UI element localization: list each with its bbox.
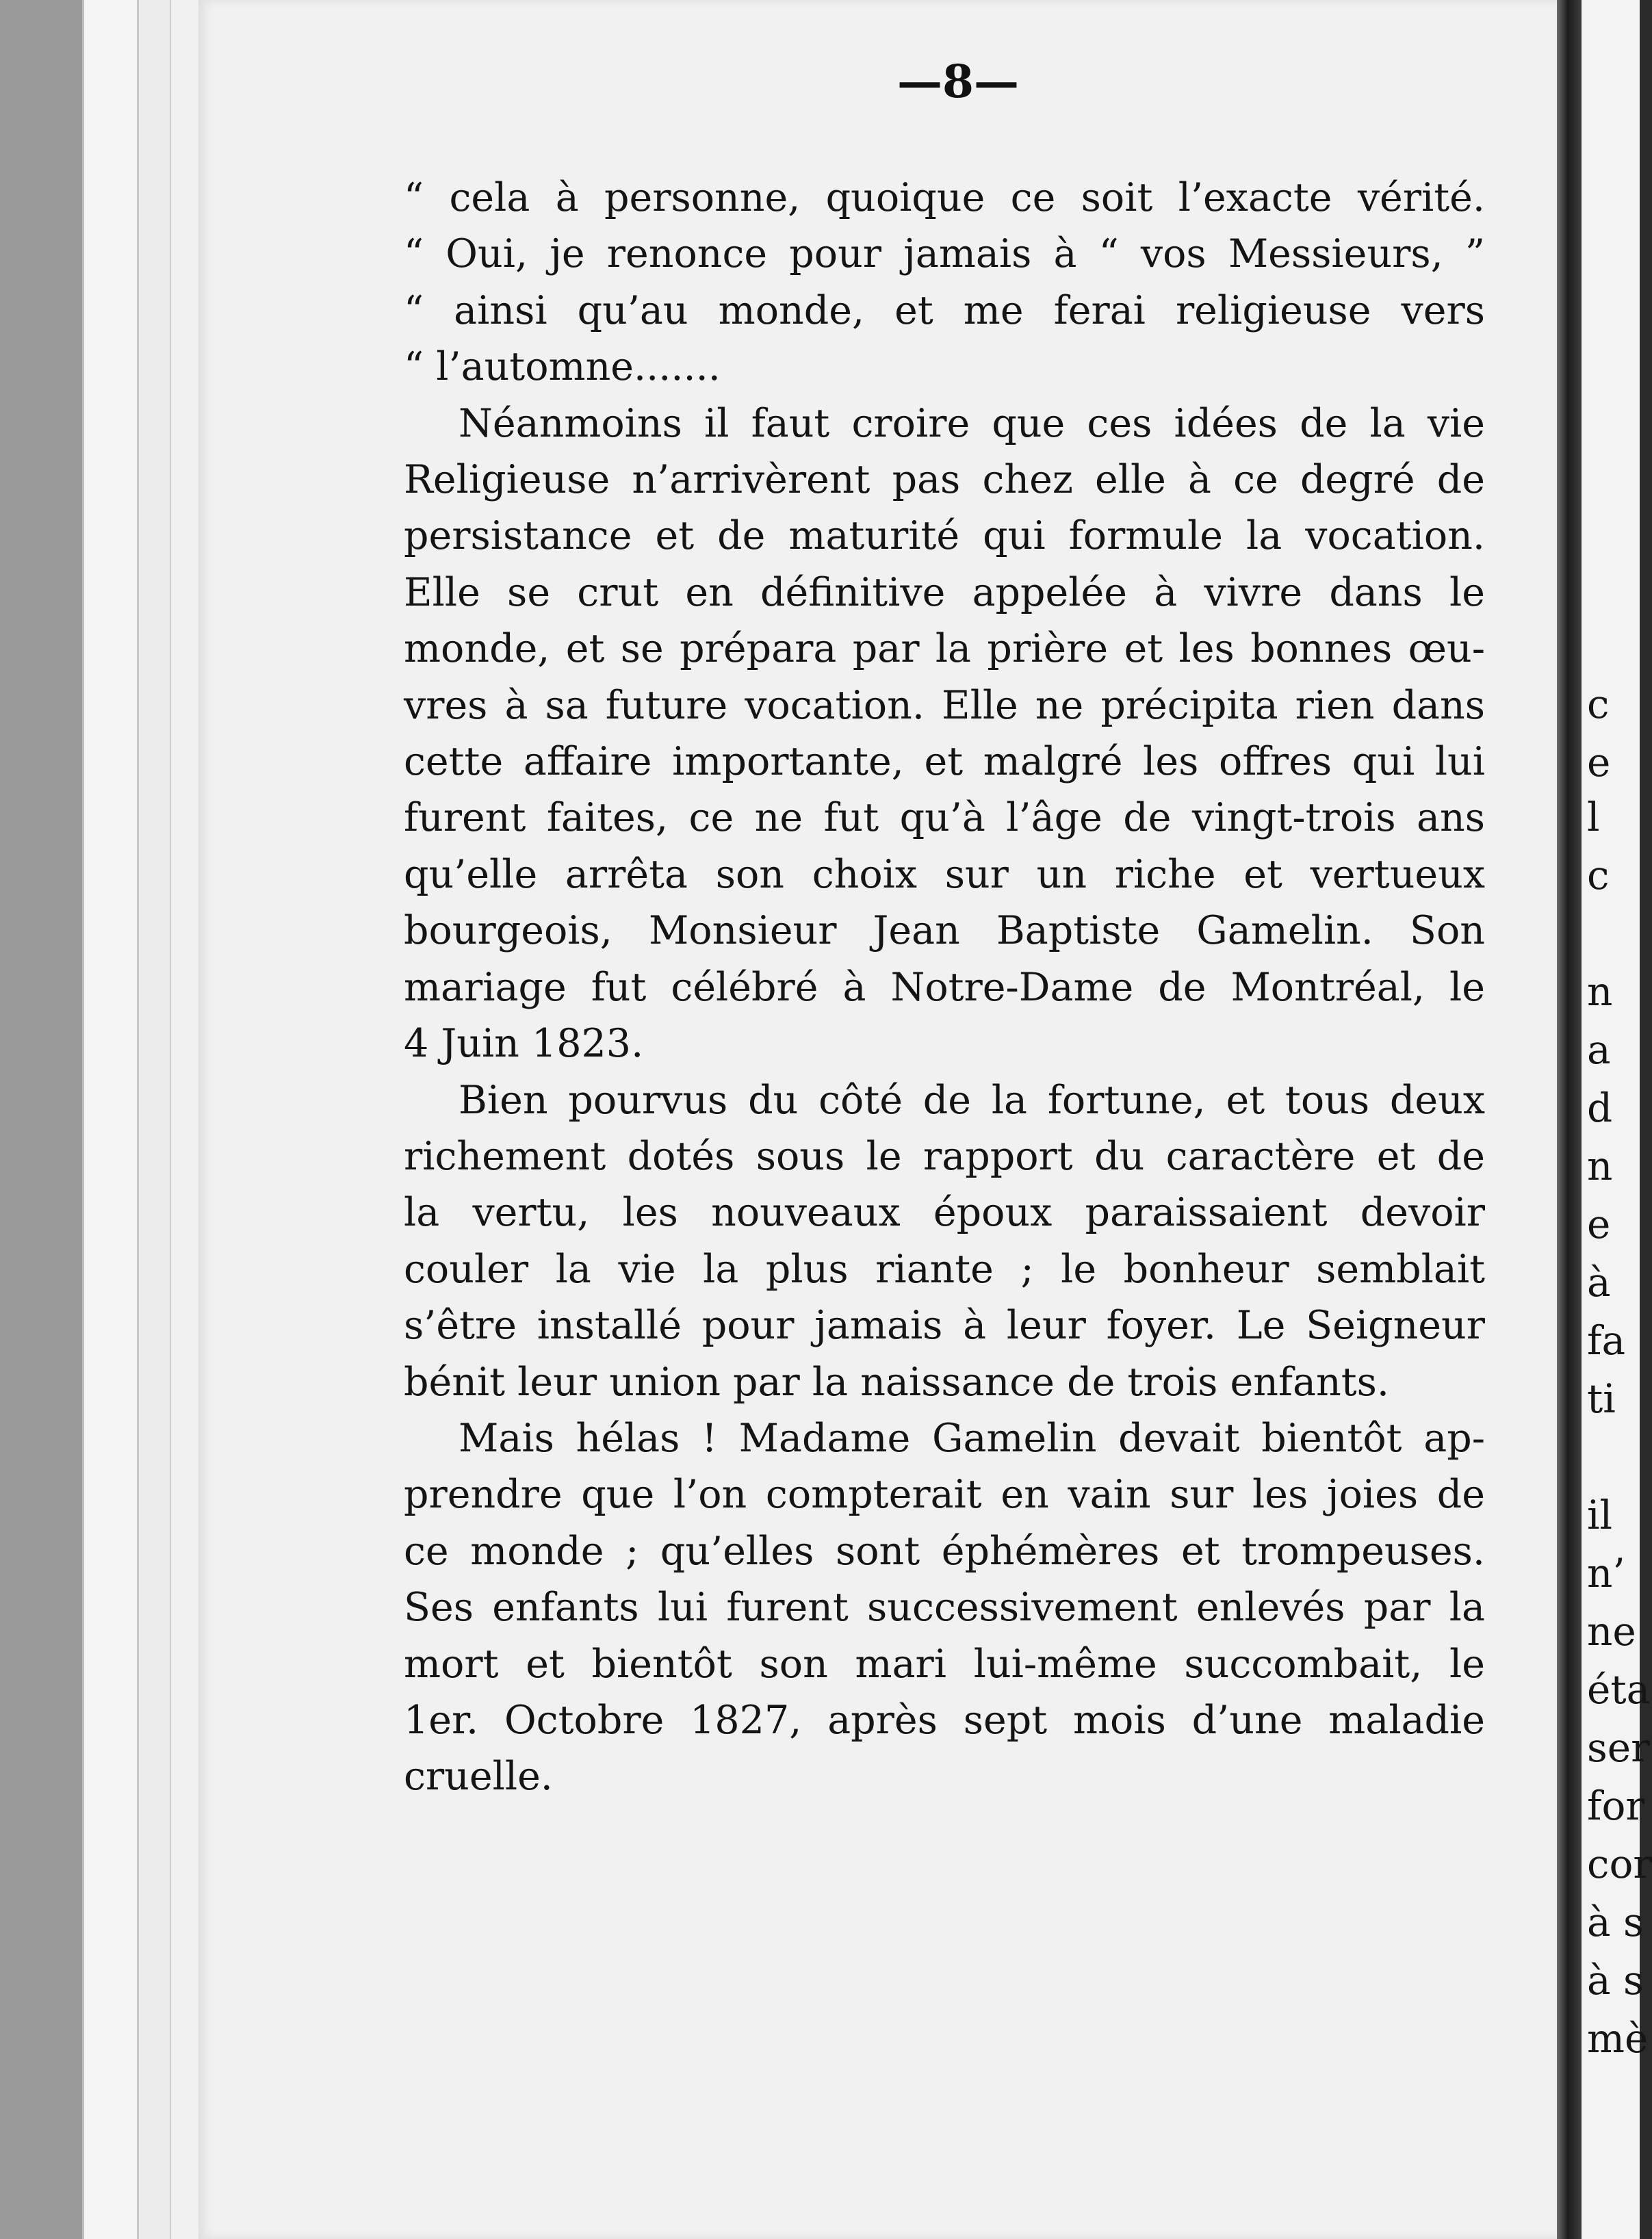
text-line: monde, et se prépara par la prière et les bonnes œu- [404, 626, 1485, 672]
text-line: couler la vie la plus riante ; le bonheur semblait [404, 1246, 1485, 1292]
text-line: richement dotés sous le rapport du caractère et de [404, 1133, 1485, 1179]
text-line: bourgeois, Monsieur Jean Baptiste Gamelin. Son [404, 908, 1485, 954]
text-line: mort et bientôt son mari lui-même succombait, le [404, 1641, 1485, 1687]
facing-page-fragment: éta [1587, 1666, 1651, 1713]
text-line: ce monde ; qu’elles sont éphémères et trompeuses. [404, 1528, 1485, 1574]
facing-page-fragment: n’ [1587, 1550, 1625, 1596]
text-line: la vertu, les nouveaux époux paraissaient devoir [404, 1190, 1485, 1236]
text-line: furent faites, ce ne fut qu’à l’âge de vingt-trois ans [404, 795, 1485, 841]
facing-page-fragment: e [1587, 1201, 1611, 1247]
book-gutter [1557, 0, 1582, 2239]
text-line: “ cela à personne, quoique ce soit l’exacte vérité. [404, 175, 1485, 220]
page-body-text [404, 170, 1485, 1805]
text-line: Néanmoins il faut croire que ces idées de la vie [459, 400, 1485, 446]
facing-page-fragment: c [1587, 852, 1610, 898]
facing-page-fragment: cor [1587, 1841, 1652, 1887]
facing-page-fragment: l [1587, 794, 1600, 840]
facing-page-fragment: a [1587, 1026, 1611, 1073]
text-line: qu’elle arrêta son choix sur un riche et vertueux [404, 851, 1485, 897]
text-line: “ l’automne....... [404, 344, 721, 390]
facing-page-fragment: c [1587, 681, 1610, 727]
text-line: Mais hélas ! Madame Gamelin devait bientôt ap- [459, 1415, 1485, 1461]
text-line: mariage fut célébré à Notre-Dame de Montréal, le [404, 964, 1485, 1010]
facing-page-fragment: for [1587, 1783, 1645, 1829]
text-line: Religieuse n’arrivèrent pas chez elle à ce degré de [404, 457, 1485, 503]
text-line: persistance et de maturité qui formule la vocation. [404, 513, 1485, 559]
facing-page-fragment: n [1587, 1143, 1613, 1189]
facing-page-edge [1582, 0, 1652, 2239]
text-line: vres à sa future vocation. Elle ne précipita rien dans [404, 682, 1485, 728]
facing-page-fragment: ne [1587, 1608, 1636, 1655]
facing-page-fragment: il [1587, 1492, 1613, 1538]
page-number: —8— [897, 55, 1019, 108]
facing-page-fragment: fa [1587, 1317, 1626, 1364]
text-line: cette affaire importante, et malgré les offres qui lui [404, 739, 1485, 785]
text-line: cruelle. [404, 1754, 553, 1800]
facing-page-fragment: ser [1587, 1724, 1650, 1771]
facing-page-fragment: ti [1587, 1375, 1616, 1422]
facing-page-fragment: n [1587, 968, 1613, 1015]
facing-page-fragment: à [1587, 1259, 1611, 1306]
text-line: s’être installé pour jamais à leur foyer. Le Seigneur [404, 1303, 1485, 1349]
text-line: bénit leur union par la naissance de trois enfants. [404, 1359, 1390, 1405]
text-line: “ Oui, je renonce pour jamais à “ vos Messieurs, ” [404, 231, 1485, 277]
text-line: 4 Juin 1823. [404, 1021, 644, 1067]
facing-page-fragment: mè [1587, 2015, 1649, 2062]
facing-page-fragment: à s [1587, 1957, 1644, 2004]
text-line: “ ainsi qu’au monde, et me ferai religieuse vers [404, 287, 1485, 333]
text-line: Bien pourvus du côté de la fortune, et tous deux [459, 1077, 1485, 1123]
text-line: 1er. Octobre 1827, après sept mois d’une maladie [404, 1697, 1485, 1743]
facing-page-fragment: d [1587, 1085, 1613, 1131]
text-line: Ses enfants lui furent successivement enlevés par la [404, 1585, 1485, 1631]
text-line: prendre que l’on compterait en vain sur les joies de [404, 1472, 1485, 1518]
facing-page-fragment: à s [1587, 1899, 1644, 1945]
facing-page-fragment: e [1587, 739, 1611, 786]
text-line: Elle se crut en définitive appelée à vivre dans le [404, 569, 1485, 615]
